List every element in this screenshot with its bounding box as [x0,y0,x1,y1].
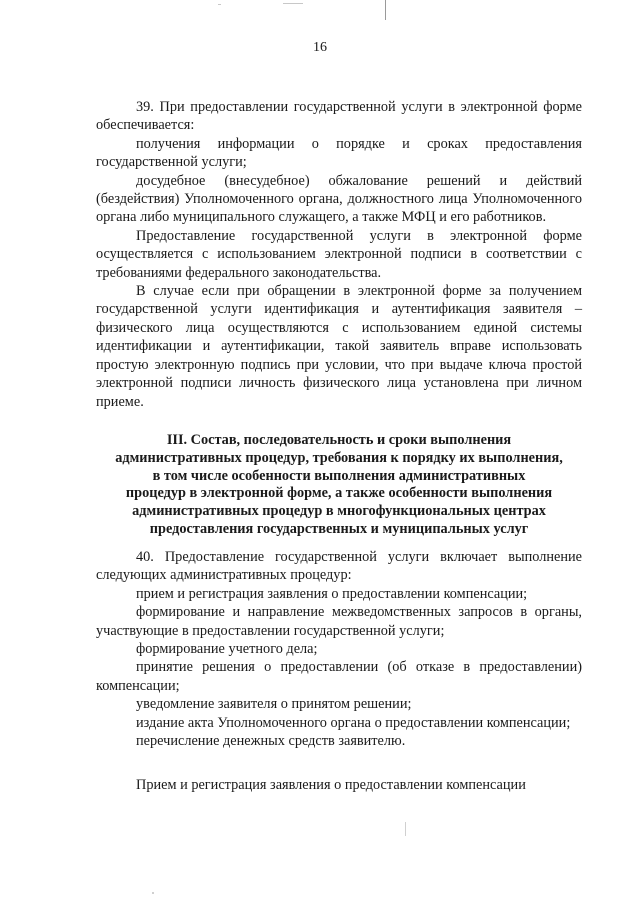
scan-artifact [405,822,406,836]
paragraph: Предоставление государственной услуги в электронной форме осуществляется с использованием электронной подписи в соответствии с требованиями федерального законодательства. [96,227,582,281]
list-item: уведомление заявителя о принятом решении; [136,696,412,713]
heading-line: административных процедур в многофункциональных центрах [132,503,546,520]
scan-artifact [385,0,386,20]
list-item: формирование учетного дела; [136,641,318,658]
heading-line: административных процедур, требования к порядку их выполнения, [115,449,563,466]
text-block-1 [96,98,582,411]
heading-line: III. Состав, последовательность и сроки выполнения [166,432,512,448]
heading-line: в том числе особенности выполнения административных [152,467,526,484]
text-block-2 [96,548,582,750]
list-item: принятие решения о предоставлении (об отказе в предоставлении) компенсации; [96,659,582,694]
section-heading [96,432,582,539]
paragraph: В случае если при обращении в электронной форме за получением государственной услуги идентификация и аутентификация заявителя – физического лица осуществляются с использованием единой системы идентификации и аутентификации, такой заявитель вправе использовать простую электронную подпись при условии, что при выдаче ключа простой электронной подписи личность физического лица установлена при личном приеме. [96,283,582,410]
page-number: 16 [313,40,327,55]
scan-artifact [283,3,303,4]
heading-line: предоставления государственных и муниципальных услуг [149,520,529,537]
paragraph: 40. Предоставление государственной услуги включает выполнение следующих административных процедур: [96,549,582,584]
scan-artifact [218,4,221,5]
list-item: формирование и направление межведомственных запросов в органы, участвующие в предоставлении государственной услуги; [96,604,582,639]
paragraph: получения информации о порядке и сроках предоставления государственной услуги; [96,135,582,171]
list-item: перечисление денежных средств заявителю. [136,733,406,750]
scan-artifact [152,892,154,894]
subsection-heading: Прием и регистрация заявления о предоставлении компенсации [136,777,526,793]
list-item: издание акта Уполномоченного органа о предоставлении компенсации; [136,714,571,731]
list-item: прием и регистрация заявления о предоставлении компенсации; [136,585,528,602]
paragraph: досудебное (внесудебное) обжалование решений и действий (бездействия) Уполномоченного органа, должностного лица Уполномоченного органа либо муниципального служащего, а также МФЦ и его работников. [96,172,582,226]
heading-line: процедур в электронной форме, а также особенности выполнения [125,485,553,502]
paragraph: 39. При предоставлении государственной услуги в электронной форме обеспечивается: [96,99,582,134]
